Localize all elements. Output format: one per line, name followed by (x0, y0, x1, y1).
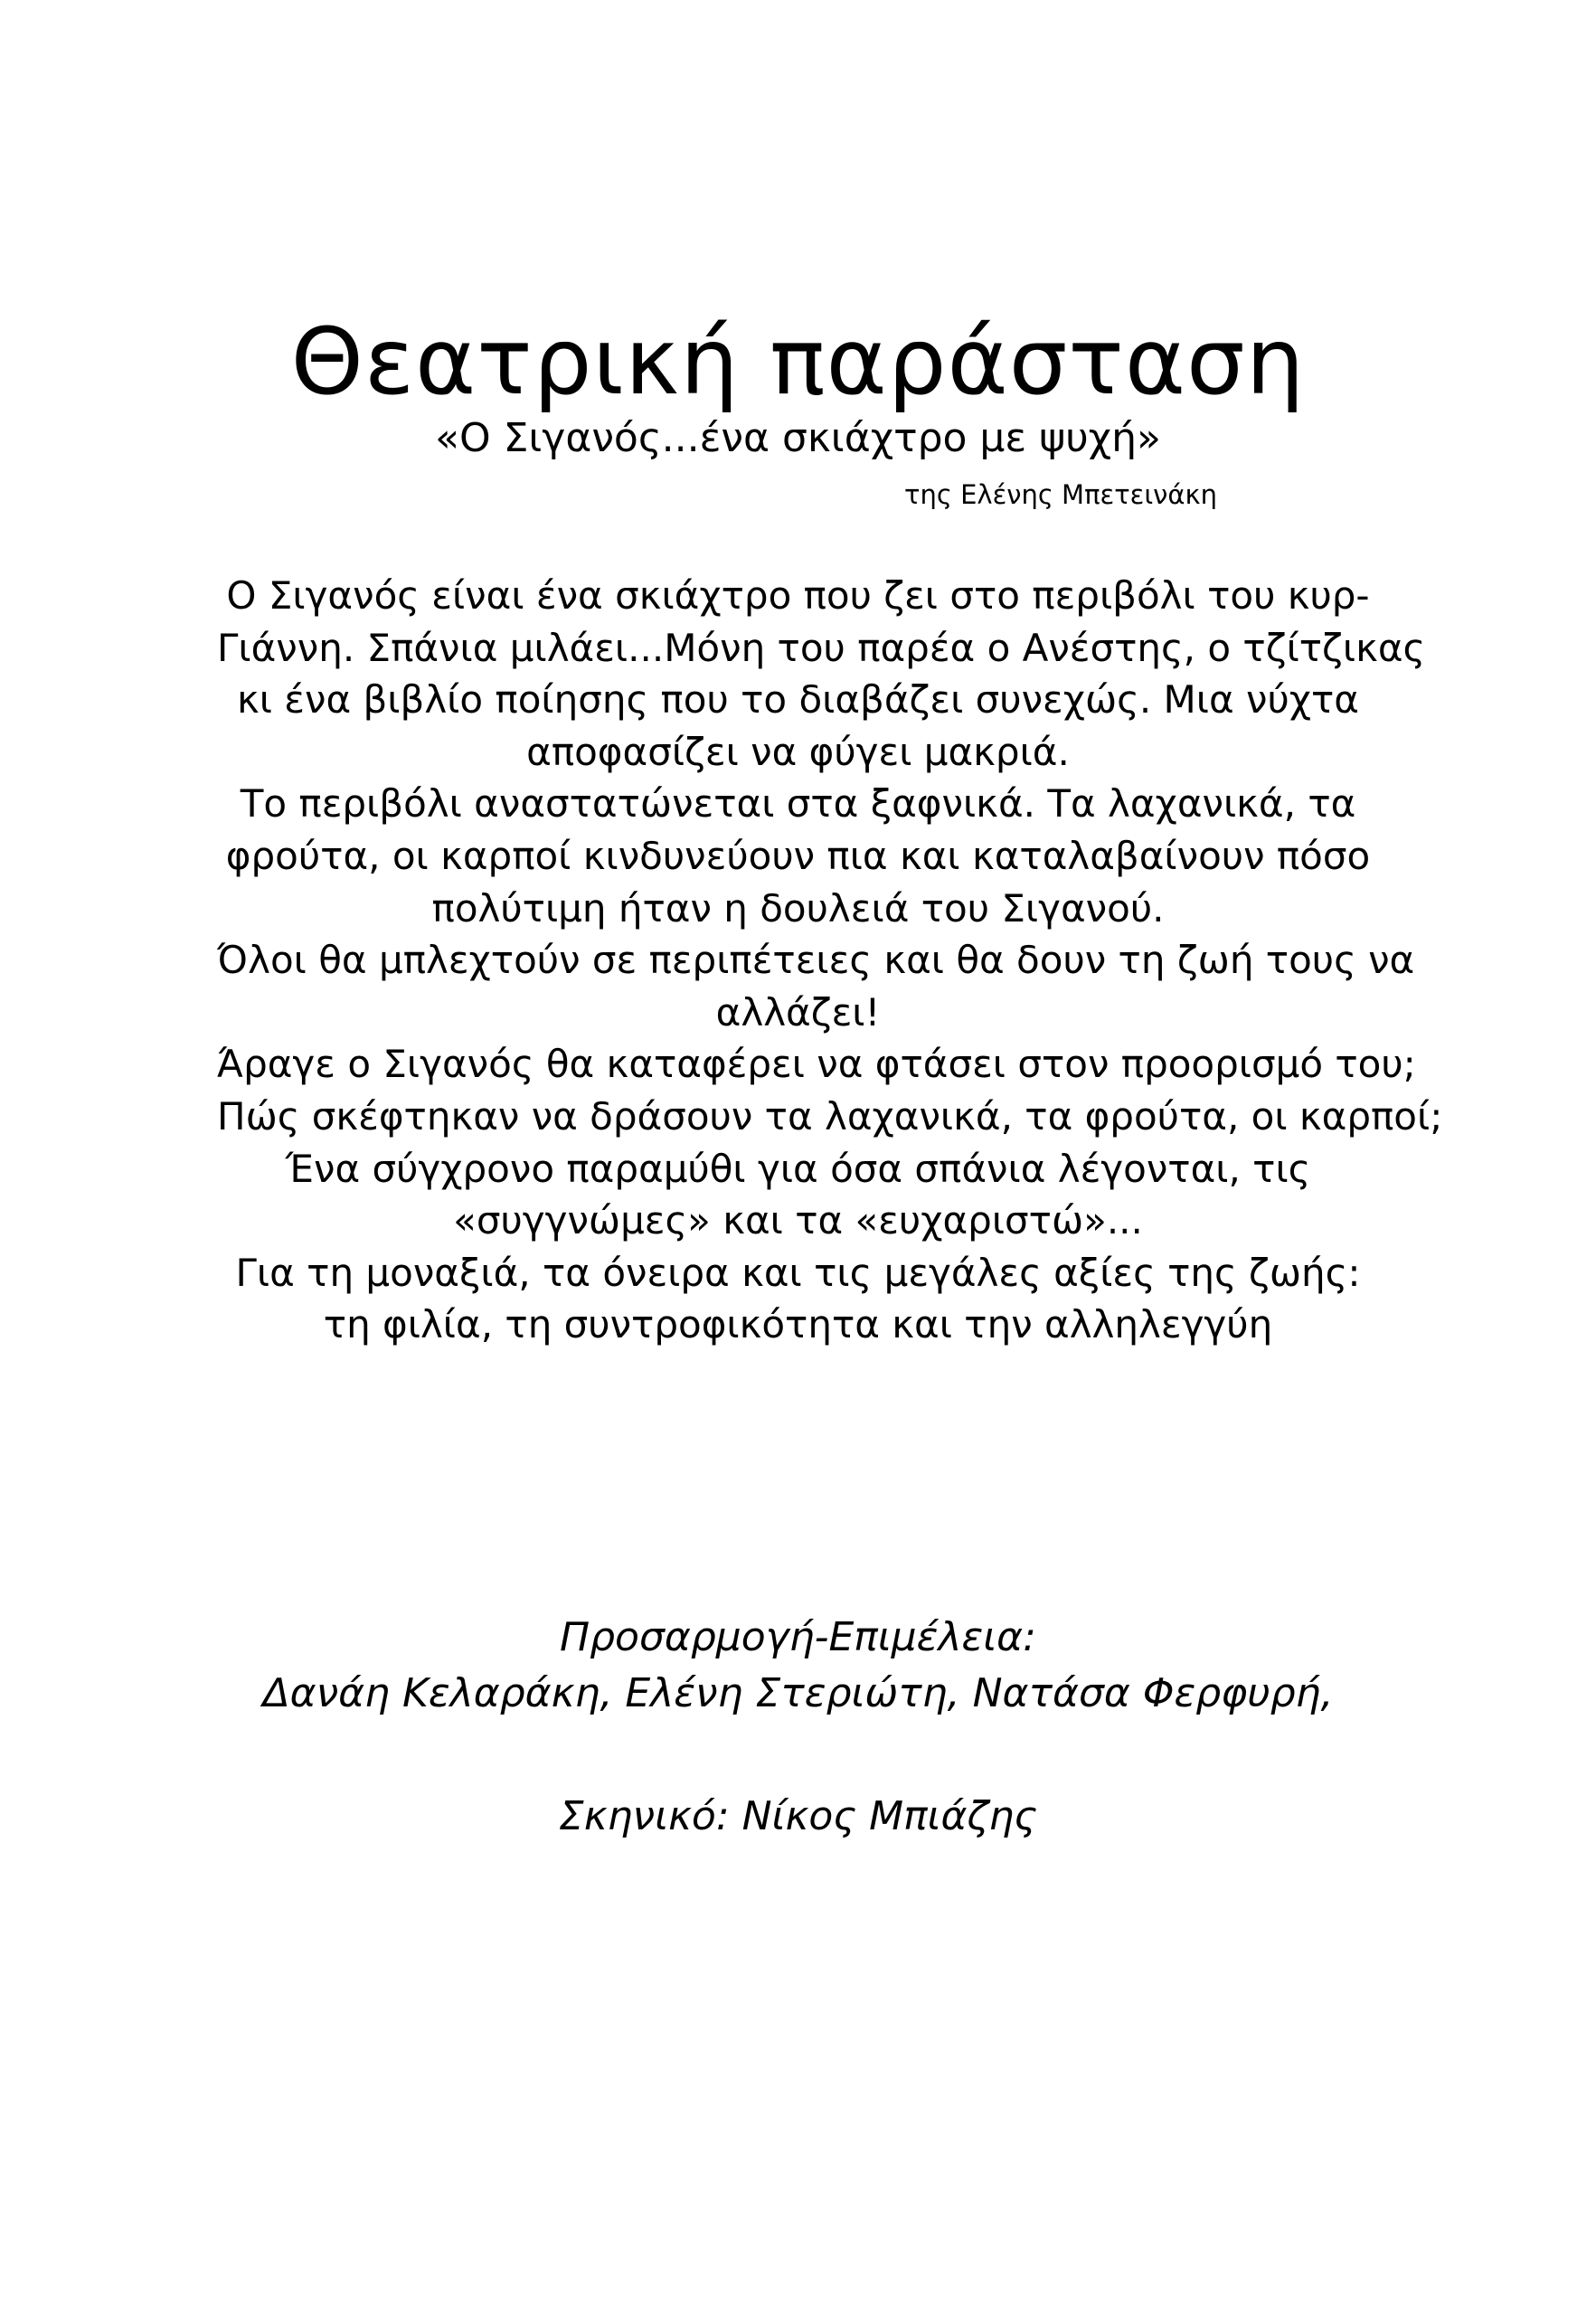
adaptation-label: Προσαρμογή-Επιμέλεια: (560, 1614, 1036, 1660)
synopsis-line: «συγγνώμες» και τα «ευχαριστώ»... (453, 1198, 1143, 1243)
page-title: Θεατρική παράσταση (290, 308, 1306, 417)
synopsis-line: Για τη μοναξιά, τα όνειρα και τις μεγάλες αξίες της ζωής: (235, 1250, 1361, 1295)
adaptation-credits (0, 1610, 1596, 1722)
synopsis-line: αποφασίζει να φύγει μακριά. (526, 729, 1070, 774)
synopsis-line: Ο Σιγανός είναι ένα σκιάχτρο που ζει στο περιβόλι του κυρ- (226, 573, 1370, 618)
adaptation-names: Δανάη Κελαράκη, Ελένη Στεριώτη, Νατάσα Φερφυρή, (262, 1670, 1334, 1716)
set-design-credit: Σκηνικό: Νίκος Μπιάζης (558, 1793, 1038, 1839)
synopsis-line: κι ένα βιβλίο ποίησης που το διαβάζει συνεχώς. Μια νύχτα (236, 677, 1359, 723)
play-author: της Ελένης Μπετεινάκη (904, 479, 1217, 510)
synopsis-line: φρούτα, οι καρποί κινδυνεύουν πια και καταλαβαίνουν πόσο (225, 833, 1371, 878)
synopsis-line: πολύτιμη ήταν η δουλειά του Σιγανού. (431, 885, 1165, 931)
synopsis-line: Πώς σκέφτηκαν να δράσουν τα λαχανικά, τα φρούτα, οι καρποί; (217, 1093, 1443, 1139)
synopsis-line: Το περιβόλι αναστατώνεται στα ξαφνικά. Τα λαχανικά, τα (240, 781, 1356, 827)
synopsis-line: Όλοι θα μπλεχτούν σε περιπέτειες και θα δουν τη ζωή τους να (217, 938, 1415, 983)
play-title: «Ο Σιγανός...ένα σκιάχτρο με ψυχή» (435, 415, 1161, 461)
synopsis-line: αλλάζει! (715, 989, 881, 1035)
synopsis-line: Ένα σύγχρονο παραμύθι για όσα σπάνια λέγονται, τις (285, 1146, 1311, 1191)
synopsis (217, 570, 1443, 1351)
synopsis-line: Άραγε ο Σιγανός θα καταφέρει να φτάσει στον προορισμό του; (217, 1042, 1416, 1087)
synopsis-line: Γιάννη. Σπάνια μιλάει...Μόνη του παρέα ο Ανέστης, ο τζίτζικας (217, 625, 1426, 670)
synopsis-line: τη φιλία, τη συντροφικότητα και την αλληλεγγύη (323, 1302, 1273, 1347)
